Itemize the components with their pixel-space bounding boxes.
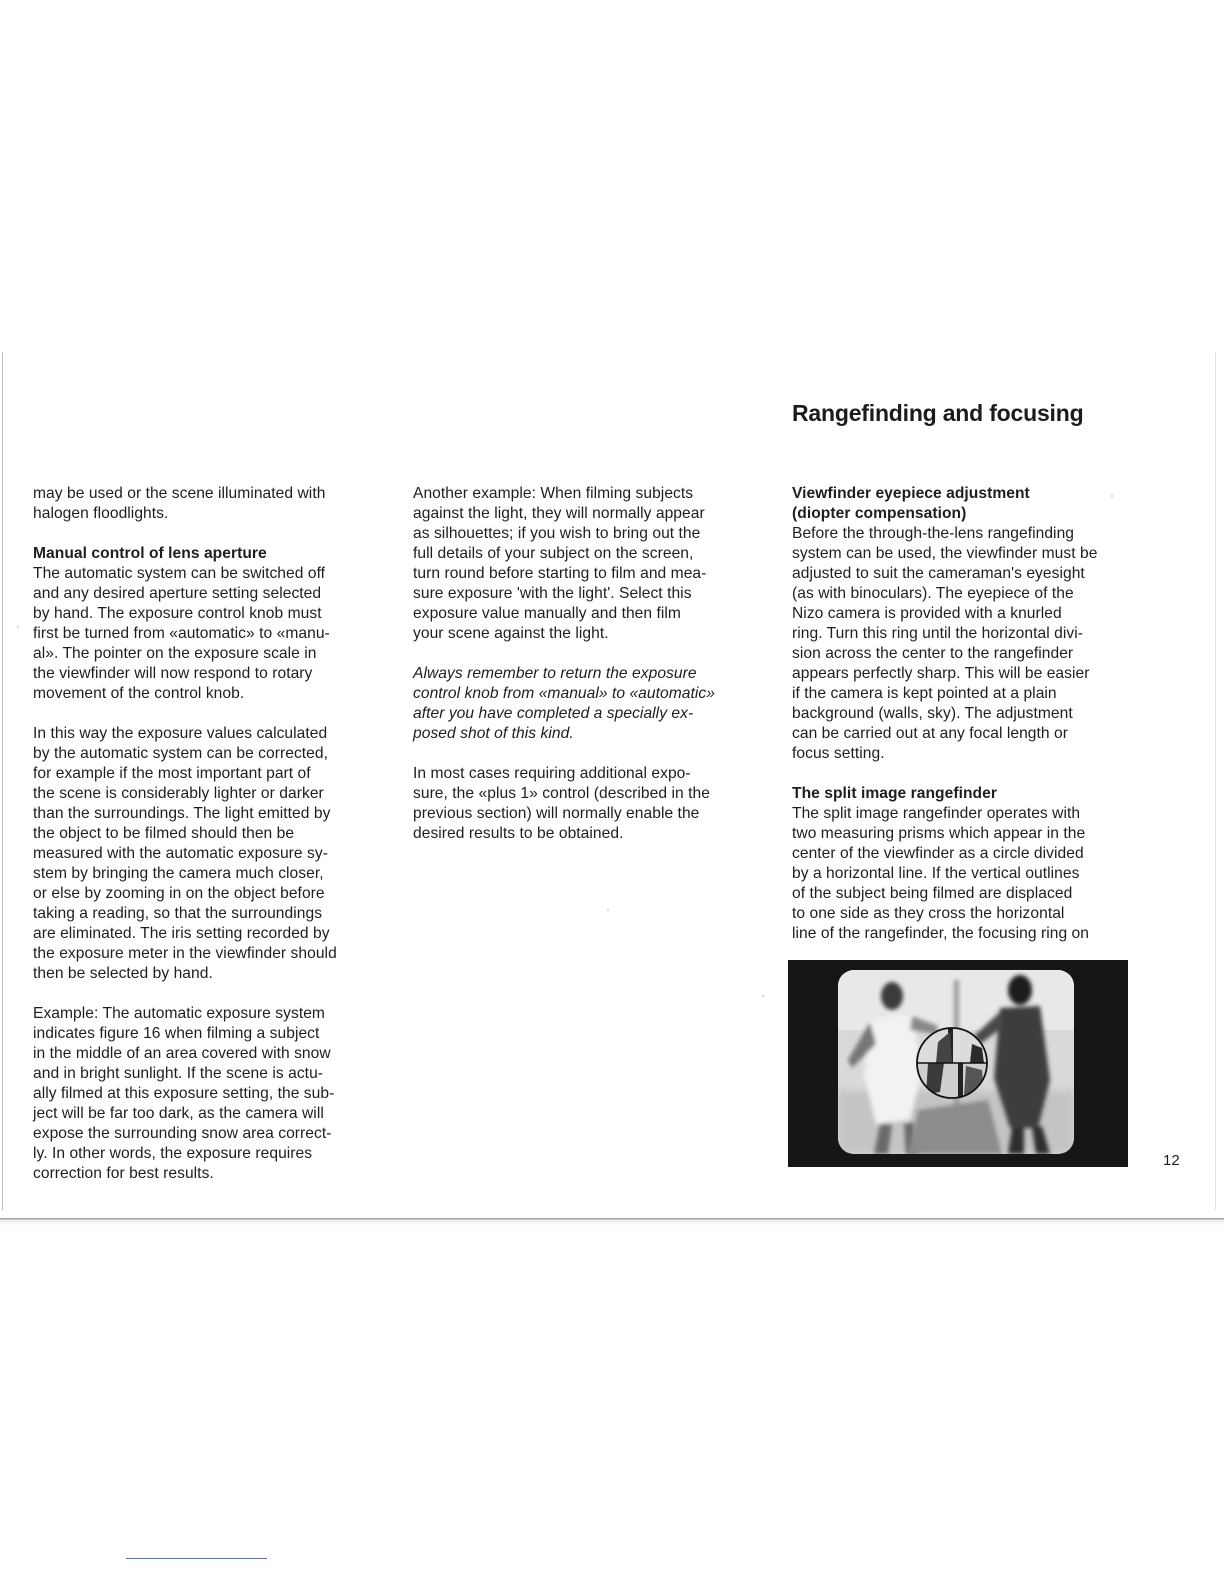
page-left-edge [2, 352, 3, 1210]
eyepiece-heading: Viewfinder eyepiece adjustment (diopter compensation) [792, 485, 1030, 522]
additional-exposure-paragraph: In most cases requiring additional expo- sure, the «plus 1» control (described in the previous section) will normally enable the desired results to be obtained. [413, 765, 710, 842]
section-title: Rangefinding and focusing [792, 400, 1084, 426]
manual-control-section [33, 544, 381, 704]
page-number: 12 [1163, 1152, 1180, 1169]
split-image-heading: The split image rangefinder [792, 785, 997, 802]
text-column-1 [33, 484, 381, 1184]
reminder-paragraph: Always remember to return the exposure control knob from «manual» to «automatic» after you have completed a specially ex- posed shot of this kind. [413, 665, 715, 742]
manual-control-heading: Manual control of lens aperture [33, 545, 267, 562]
split-image-section [792, 784, 1142, 944]
scan-speck [607, 909, 609, 911]
page-bottom-shadow [0, 1220, 1224, 1226]
scan-speck [17, 626, 19, 628]
intro-paragraph: may be used or the scene illuminated with halogen floodlights. [33, 485, 326, 522]
another-example-paragraph: Another example: When filming subjects against the light, they will normally appear as silhouettes; if you wish to bring out the full details of your subject on the screen, turn round before starting to film and mea- sure exposure 'with the light'. Select this exposure value manually and then film your scene against the light. [413, 485, 707, 642]
blue-underline-mark [126, 1558, 267, 1559]
example-paragraph: Example: The automatic exposure system indicates figure 16 when filming a subject in the middle of an area covered with snow and in bright sunlight. If the scene is actu- ally filmed at this exposure setting, the sub- ject will be far too dark, as the camera will expose the surrounding snow area correct- ly. In other words, the exposure requires correction for best results. [33, 1005, 335, 1182]
split-image-paragraph: The split image rangefinder operates with two measuring prisms which appear in the center of the viewfinder as a circle divided by a horizontal line. If the vertical outlines of the subject being filmed are displaced to one side as they cross the horizontal line of the rangefinder, the focusing ring on [792, 805, 1089, 942]
eyepiece-section [792, 484, 1142, 764]
text-column-3 [792, 484, 1142, 944]
scan-speck [762, 995, 764, 997]
correction-paragraph: In this way the exposure values calculated by the automatic system can be corrected, for example if the most important part of the scene is considerably lighter or darker than the surroundings. The light emitted by the object to be filmed should then be measured with the automatic exposure sy- stem by bringing the camera much closer, or else by zooming in on the object before taking a reading, so that the surroundings are eliminated. The iris setting recorded by the exposure meter in the viewfinder should then be selected by hand. [33, 725, 337, 982]
manual-control-paragraph: The automatic system can be switched off and any desired aperture setting selected by hand. The exposure control knob must first be turned from «automatic» to «manu- al». The pointer on the exposure scale in the viewfinder will now respond to rotary movement of the control knob. [33, 565, 330, 702]
viewfinder-screen [838, 970, 1074, 1154]
viewfinder-illustration [788, 960, 1128, 1167]
viewfinder-photo [788, 960, 1128, 1167]
eyepiece-paragraph: Before the through-the-lens rangefinding system can be used, the viewfinder must be adjusted to suit the cameraman's eyesight (as with binoculars). The eyepiece of the Nizo camera is provided with a knurled ring. Turn this ring until the horizontal divi- sion across the center to the rangefinder appears perfectly sharp. This will be easier if the camera is kept pointed at a plain background (walls, sky). The adjustment can be carried out at any focal length or focus setting. [792, 525, 1098, 762]
page-right-edge [1215, 352, 1216, 1210]
scan-speck [1111, 495, 1113, 497]
text-column-2 [413, 484, 761, 844]
